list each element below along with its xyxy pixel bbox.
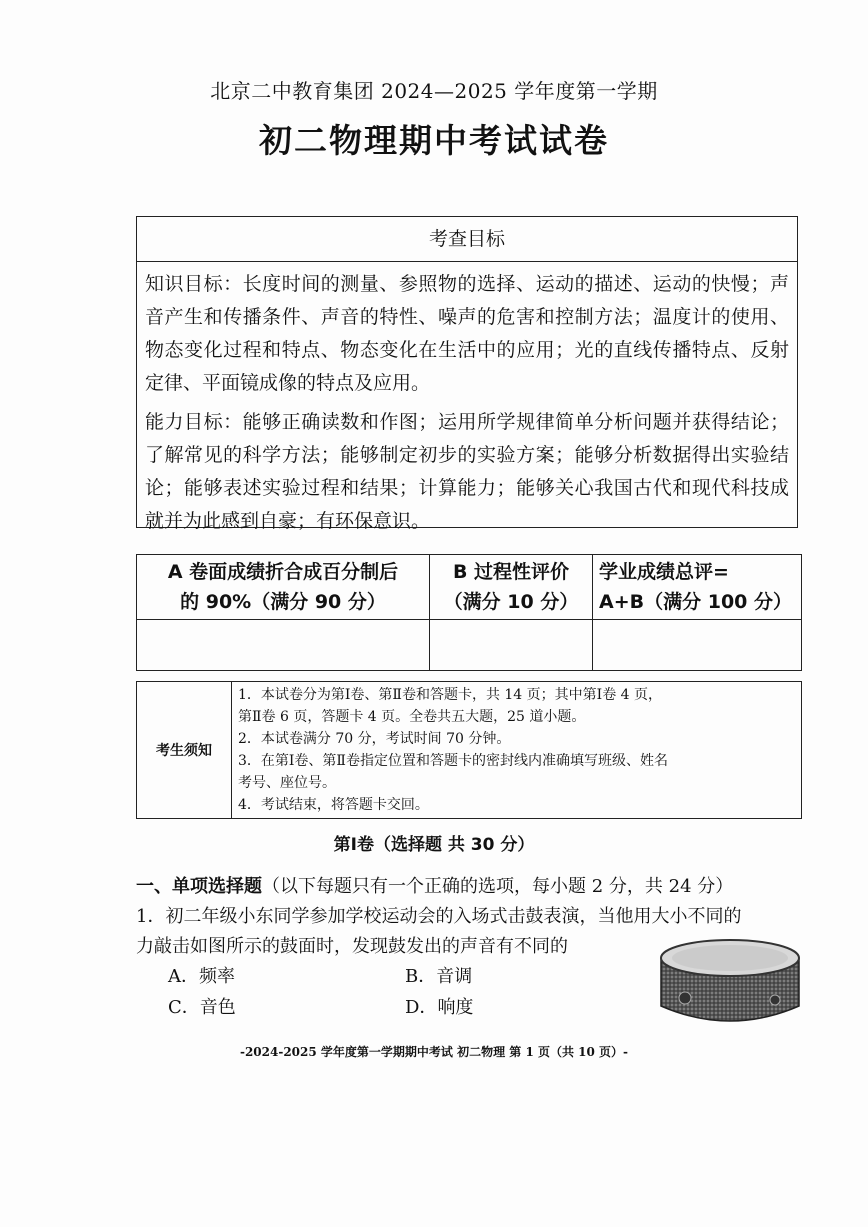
notice-label: 考生须知 — [137, 682, 232, 819]
score-col-total — [593, 555, 802, 620]
notice-line: 4．考试结束，将答题卡交回。 — [238, 797, 429, 813]
option-b[interactable] — [405, 962, 472, 988]
exam-title: 初二物理期中考试试卷 — [259, 121, 609, 160]
notice-line: 1．本试卷分为第Ⅰ卷、第Ⅱ卷和答题卡，共 14 页；其中第Ⅰ卷 4 页， — [238, 687, 663, 703]
section1-desc: （以下每题只有一个正确的选项，每小题 2 分，共 24 分） — [262, 876, 734, 897]
score-col-a — [137, 555, 430, 620]
option-d-key: D． — [405, 997, 438, 1018]
score-cell-b[interactable] — [430, 620, 593, 671]
score-col-a-line1: A 卷面成绩折合成百分制后 — [167, 561, 399, 583]
page-footer: -2024-2025 学年度第一学期期中考试 初二物理 第 1 页（共 10 页）- — [239, 1045, 629, 1059]
notice-line: 第Ⅱ卷 6 页，答题卡 4 页。全卷共五大题，25 道小题。 — [238, 709, 586, 725]
notice-line: 3．在第Ⅰ卷、第Ⅱ卷指定位置和答题卡的密封线内准确填写班级、姓名 — [238, 753, 668, 769]
option-a[interactable] — [168, 962, 235, 988]
score-col-b-line1: B 过程性评价 — [452, 561, 570, 583]
part1-title: 第Ⅰ卷（选择题 共 30 分） — [333, 835, 535, 855]
knowledge-objectives: 知识目标：长度时间的测量、参照物的选择、运动的描述、运动的快慢；声音产生和传播条件、声音的特性、噪声的危害和控制方法；温度计的使用、物态变化过程和特点、物态变化在生活中的应用；光的直线传播特点、反射定律、平面镜成像的特点及应用。 — [145, 273, 789, 394]
option-b-text: 音调 — [436, 966, 473, 987]
drum-image — [655, 936, 805, 1032]
section1-title: 一、单项选择题 — [136, 876, 262, 897]
option-a-key: A． — [168, 966, 199, 987]
section1-heading — [136, 872, 733, 898]
objectives-heading: 考查目标 — [137, 217, 797, 262]
score-cell-total[interactable] — [593, 620, 802, 671]
score-col-total-line2: A+B（满分 100 分） — [599, 591, 792, 613]
score-col-b — [430, 555, 593, 620]
score-cell-a[interactable] — [137, 620, 430, 671]
notice-body — [232, 682, 802, 819]
objectives-box — [136, 216, 798, 532]
score-table — [136, 554, 802, 671]
option-d-text: 响度 — [437, 997, 474, 1018]
score-col-a-line2: 的 90%（满分 90 分） — [180, 591, 386, 613]
school-term-line: 北京二中教育集团 2024—2025 学年度第一学期 — [210, 79, 658, 103]
option-d[interactable] — [405, 993, 473, 1019]
option-b-key: B． — [405, 966, 437, 987]
notice-table — [136, 681, 802, 819]
question-1-stem-line1: 1．初二年级小东同学参加学校运动会的入场式击鼓表演，当他用大小不同的 — [136, 906, 742, 927]
notice-line: 考号、座位号。 — [238, 775, 336, 791]
score-col-total-line1: 学业成绩总评= — [599, 561, 729, 583]
option-c-text: 音色 — [199, 997, 236, 1018]
score-col-b-line2: （满分 10 分） — [443, 591, 579, 613]
question-1-stem-line2: 力敲击如图所示的鼓面时，发现鼓发出的声音有不同的 — [136, 936, 568, 957]
option-c[interactable] — [168, 993, 236, 1019]
option-c-key: C． — [168, 997, 200, 1018]
notice-line: 2．本试卷满分 70 分，考试时间 70 分钟。 — [238, 731, 511, 747]
ability-objectives: 能力目标：能够正确读数和作图；运用所学规律简单分析问题并获得结论；了解常见的科学方法；能够制定初步的实验方案；能够分析数据得出实验结论；能够表述实验过程和结果；计算能力；能够关心我国古代和现代科技成就并为此感到自豪；有环保意识。 — [145, 411, 789, 532]
option-a-text: 频率 — [199, 966, 235, 987]
